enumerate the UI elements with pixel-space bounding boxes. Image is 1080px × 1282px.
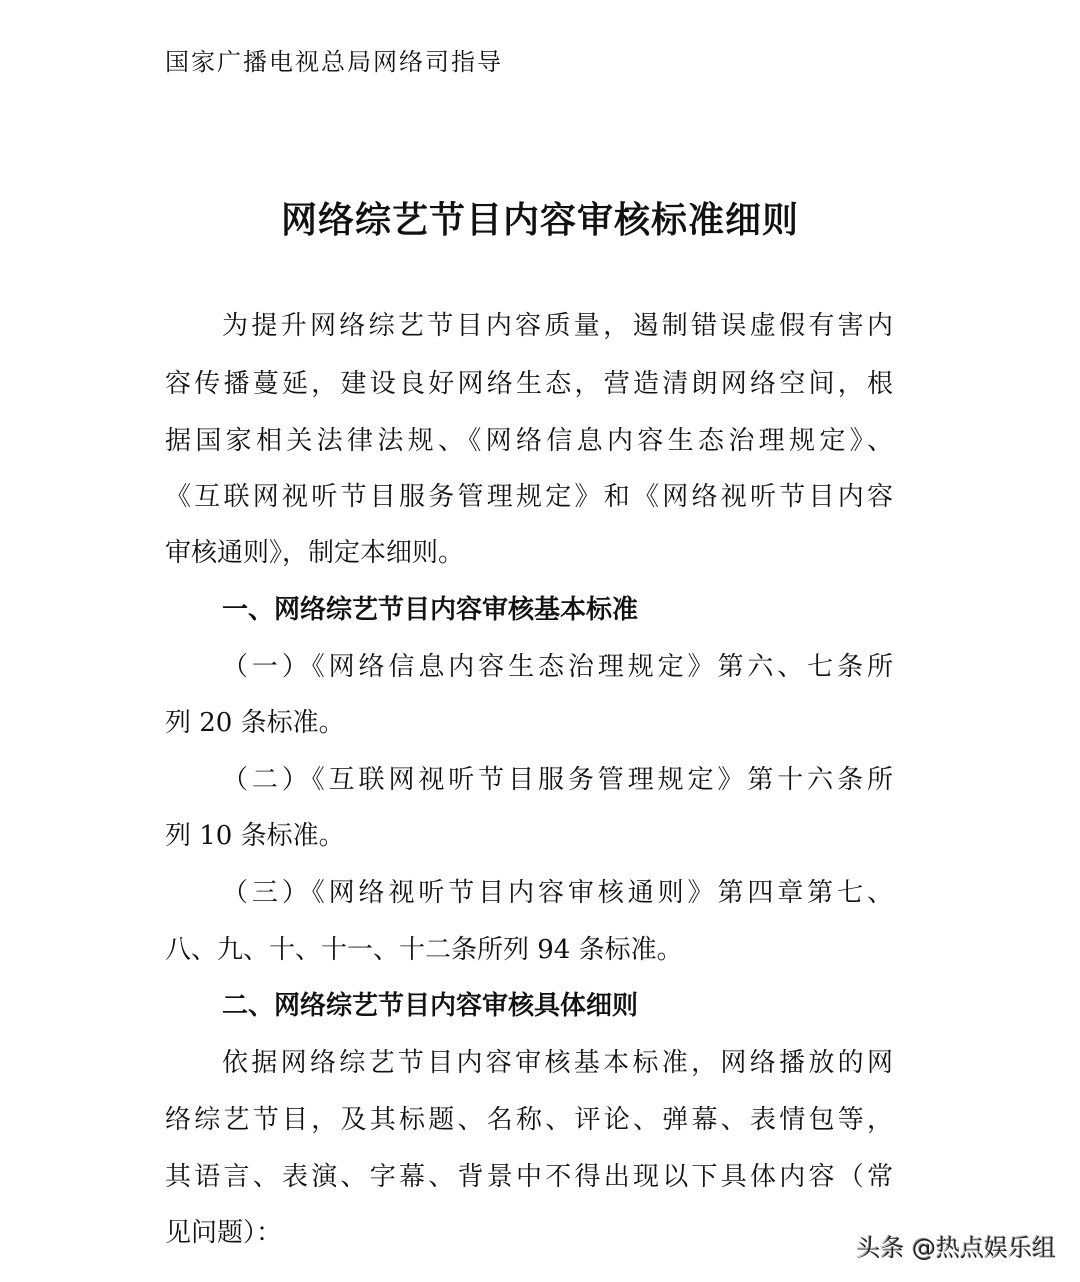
intro-line: 据国家相关法律法规、《网络信息内容生态治理规定》、: [165, 426, 893, 456]
standard-item-line: （三）《网络视听节目内容审核通则》第四章第七、: [222, 878, 893, 908]
standard-item-line: 八、九、十、十一、十二条所列 94 条标准。: [165, 935, 683, 965]
body-line: 其语言、表演、字幕、背景中不得出现以下具体内容（常: [165, 1162, 893, 1192]
document-title: 网络综艺节目内容审核标准细则: [280, 200, 799, 241]
standard-item-line: 列 20 条标准。: [165, 708, 345, 738]
intro-line: 《互联网视听节目服务管理规定》和《网络视听节目内容: [165, 482, 893, 512]
intro-line: 为提升网络综艺节目内容质量，遏制错误虚假有害内: [222, 311, 893, 341]
body-line: 络综艺节目，及其标题、名称、评论、弹幕、表情包等，: [165, 1105, 893, 1135]
intro-line: 审核通则》，制定本细则。: [165, 538, 465, 568]
section-heading-1: 一、网络综艺节目内容审核基本标准: [222, 595, 639, 625]
document-header: 国家广播电视总局网络司指导: [165, 48, 503, 76]
intro-line: 容传播蔓延，建设良好网络生态，营造清朗网络空间，根: [165, 369, 893, 399]
standard-item-line: （二）《互联网视听节目服务管理规定》第十六条所: [222, 765, 893, 795]
standard-item-line: （一）《网络信息内容生态治理规定》第六、七条所: [222, 652, 893, 682]
body-line: 依据网络综艺节目内容审核基本标准，网络播放的网: [222, 1048, 893, 1078]
section-heading-2: 二、网络综艺节目内容审核具体细则: [222, 991, 639, 1021]
watermark: 头条 @热点娱乐组: [856, 1234, 1056, 1262]
standard-item-line: 列 10 条标准。: [165, 821, 345, 851]
body-line: 见问题）：: [165, 1218, 283, 1248]
